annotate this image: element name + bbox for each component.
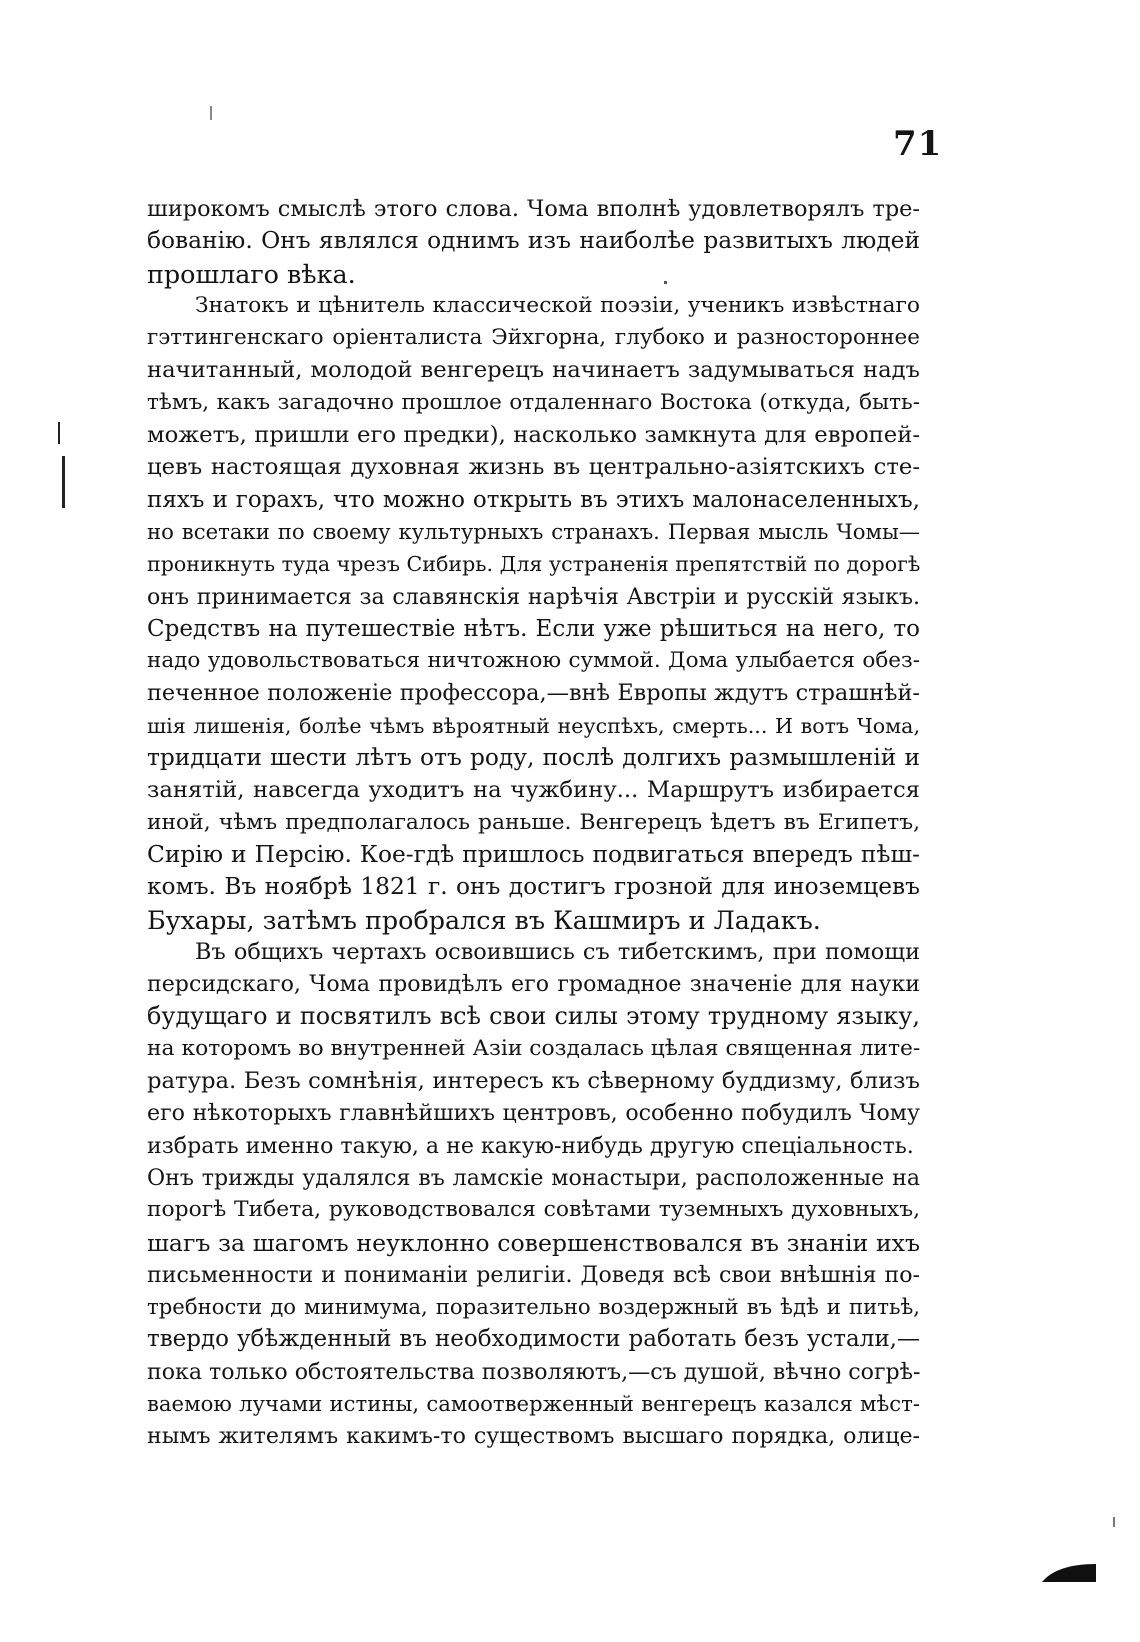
text-line: прошлаго вѣка.	[147, 258, 356, 289]
margin-mark	[62, 456, 65, 508]
text-line: тѣмъ, какъ загадочно прошлое отдаленнаго Востока (откуда, быть-	[147, 389, 920, 415]
text-line: письменности и пониманіи религіи. Доведя всѣ свои внѣшнія по-	[147, 1261, 920, 1288]
text-line: тридцати шести лѣтъ отъ роду, послѣ долгихъ размышленій и	[147, 744, 920, 772]
text-line: Въ общихъ чертахъ освоившись съ тибетскимъ, при помощи	[195, 938, 920, 965]
text-line: твердо убѣжденный въ необходимости работать безъ устали,—	[147, 1326, 920, 1353]
text-line: Средствъ на путешествіе нѣтъ. Если уже рѣшиться на него, то	[147, 615, 920, 642]
margin-mark	[58, 422, 60, 444]
text-line: шагъ за шагомъ неуклонно совершенствовался въ знаніи ихъ	[147, 1228, 920, 1257]
text-line: Знатокъ и цѣнитель классической поэзіи, ученикъ извѣстнаго	[195, 292, 920, 318]
text-line: Онъ трижды удалялся въ ламскіе монастыри, расположенные на	[147, 1164, 920, 1191]
text-line: цевъ настоящая духовная жизнь въ центрально-азіятскихъ сте-	[147, 454, 920, 481]
text-line: будущаго и посвятилъ всѣ свои силы этому трудному языку,	[147, 1002, 920, 1031]
scan-speck	[210, 106, 212, 120]
text-line: ратура. Безъ сомнѣнія, интересъ къ сѣверному буддизму, близъ	[147, 1068, 920, 1095]
text-line: можетъ, пришли его предки), насколько замкнута для европей-	[147, 422, 920, 449]
text-line: шія лишенія, болѣе чѣмъ вѣроятный неуспѣхъ, смерть... И вотъ Чома,	[147, 713, 920, 738]
text-line: начитанный, молодой венгерецъ начинаетъ задумываться надъ	[147, 357, 920, 384]
scan-speck	[1113, 1517, 1115, 1527]
text-line: пяхъ и горахъ, что можно открыть въ этихъ малонаселенныхъ,	[147, 486, 920, 513]
text-line: нымъ жителямъ какимъ-то существомъ высшаго порядка, олице-	[147, 1423, 920, 1450]
text-line: онъ принимается за славянскія нарѣчія Австріи и русскій языкъ.	[147, 583, 920, 610]
text-line: широкомъ смыслѣ этого слова. Чома вполнѣ удовлетворялъ тре-	[147, 196, 920, 222]
text-line: занятій, навсегда уходитъ на чужбину... Маршрутъ избирается	[147, 777, 920, 804]
text-line: ваемою лучами истины, самоотверженный венгерецъ казался мѣст-	[147, 1390, 920, 1416]
text-line: иной, чѣмъ предполагалось раньше. Венгерецъ ѣдетъ въ Египетъ,	[147, 809, 920, 835]
text-line: на которомъ во внутренней Азіи создалась цѣлая священная лите-	[147, 1035, 921, 1061]
text-line: гэттингенскаго оріенталиста Эйхгорна, глубоко и разностороннее	[147, 325, 920, 351]
text-line: проникнуть туда чрезъ Сибирь. Для устраненія препятствій по дорогѣ	[147, 552, 921, 577]
text-line: порогѣ Тибета, руководствовался совѣтами туземныхъ духовныхъ,	[147, 1197, 920, 1223]
text-line: надо удовольствоваться ничтожною суммой. Дома улыбается обез-	[147, 648, 920, 674]
text-line: персидскаго, Чома провидѣлъ его громадное значеніе для науки	[147, 971, 920, 998]
text-line: избрать именно такую, а не какую-нибудь другую спеціальность.	[147, 1132, 914, 1159]
text-line: требности до минимума, поразительно воздержный въ ѣдѣ и питьѣ,	[147, 1294, 920, 1320]
body-text	[147, 193, 920, 1453]
page-number: 71	[893, 124, 943, 164]
text-line: пока только обстоятельства позволяютъ,—съ душой, вѣчно согрѣ-	[147, 1358, 921, 1385]
text-line: но всетаки по своему культурныхъ странахъ. Первая мысль Чомы—	[147, 518, 920, 544]
text-line: Сирію и Персію. Кое-гдѣ пришлось подвигаться впередъ пѣш-	[147, 840, 920, 868]
text-line: печенное положеніе профессора,—внѣ Европы ждутъ страшнѣй-	[147, 680, 920, 707]
text-line: комъ. Въ ноябрѣ 1821 г. онъ достигъ грозной для иноземцевъ	[147, 873, 920, 901]
ink-blot	[1040, 1562, 1098, 1584]
text-line: Бухары, затѣмъ пробрался въ Кашмиръ и Ладакъ.	[147, 904, 821, 935]
text-line: его нѣкоторыхъ главнѣйшихъ центровъ, особенно побудилъ Чому	[147, 1100, 920, 1127]
text-line: бованію. Онъ являлся однимъ изъ наиболѣе развитыхъ людей	[147, 227, 920, 255]
